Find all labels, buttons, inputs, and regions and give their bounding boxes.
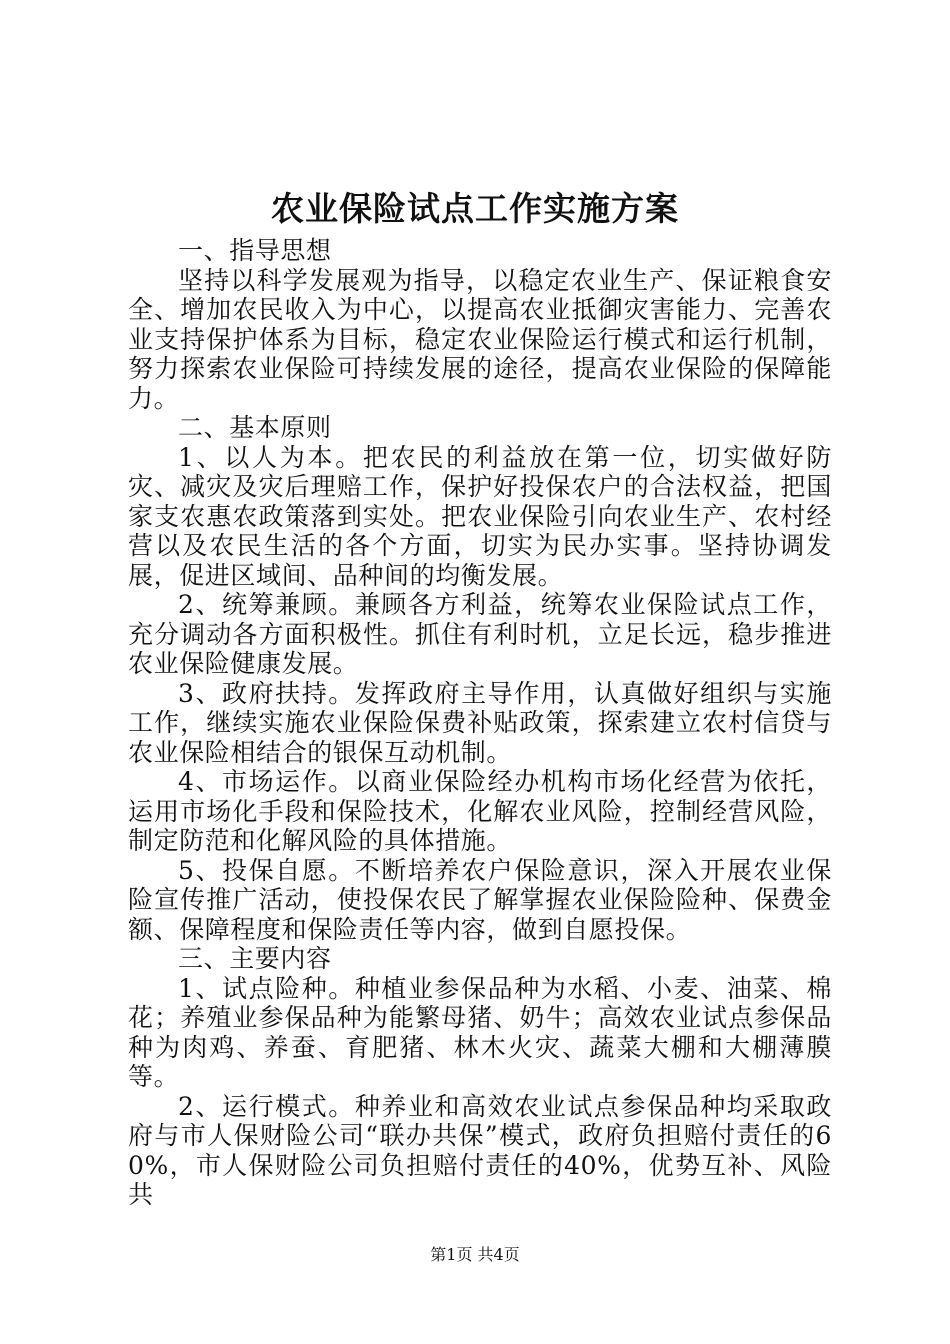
document-body — [128, 236, 832, 1210]
section-heading-guiding-ideology: 一、指导思想 — [178, 236, 332, 265]
page-footer: 第1页 共4页 — [430, 1245, 520, 1264]
paragraph-content-2: 2、运行模式。种养业和高效农业试点参保品种均采取政府与市人保财险公司“联办共保”模式，政府负担赔付责任的60%，市人保财险公司负担赔付责任的40%，优势互补、风险共 — [128, 1091, 832, 1209]
paragraph-principle-2: 2、统筹兼顾。兼顾各方利益，统筹农业保险试点工作，充分调动各方面积极性。抓住有利时机，立足长远，稳步推进农业保险健康发展。 — [128, 590, 832, 678]
paragraph-content-1: 1、试点险种。种植业参保品种为水稻、小麦、油菜、棉花；养殖业参保品种为能繁母猪、奶牛；高效农业试点参保品种为肉鸡、养蚕、育肥猪、林木火灾、蔬菜大棚和大棚薄膜等。 — [128, 973, 832, 1091]
paragraph-guiding-ideology: 坚持以科学发展观为指导，以稳定农业生产、保证粮食安全、增加农民收入为中心，以提高农业抵御灾害能力、完善农业支持保护体系为目标，稳定农业保险运行模式和运行机制，努力探索农业保险可持续发展的途径，提高农业保险的保障能力。 — [128, 265, 832, 413]
paragraph-principle-1: 1、以人为本。把农民的利益放在第一位，切实做好防灾、减灾及灾后理赔工作，保护好投保农户的合法权益，把国家支农惠农政策落到实处。把农业保险引向农业生产、农村经营以及农民生活的各个方面，切实为民办实事。坚持协调发展，促进区域间、品种间的均衡发展。 — [128, 442, 832, 590]
paragraph-principle-5: 5、投保自愿。不断培养农户保险意识，深入开展农业保险宣传推广活动，使投保农民了解掌握农业保险险种、保费金额、保障程度和保险责任等内容，做到自愿投保。 — [128, 855, 832, 944]
paragraph-principle-3: 3、政府扶持。发挥政府主导作用，认真做好组织与实施工作，继续实施农业保险保费补贴政策，探索建立农村信贷与农业保险相结合的银保互动机制。 — [128, 678, 832, 767]
document-title: 农业保险试点工作实施方案 — [271, 189, 679, 228]
section-heading-main-content: 三、主要内容 — [178, 944, 332, 973]
section-heading-basic-principles: 二、基本原则 — [178, 413, 332, 442]
paragraph-principle-4: 4、市场运作。以商业保险经办机构市场化经营为依托，运用市场化手段和保险技术，化解农业风险，控制经营风险，制定防范和化解风险的具体措施。 — [128, 767, 832, 855]
